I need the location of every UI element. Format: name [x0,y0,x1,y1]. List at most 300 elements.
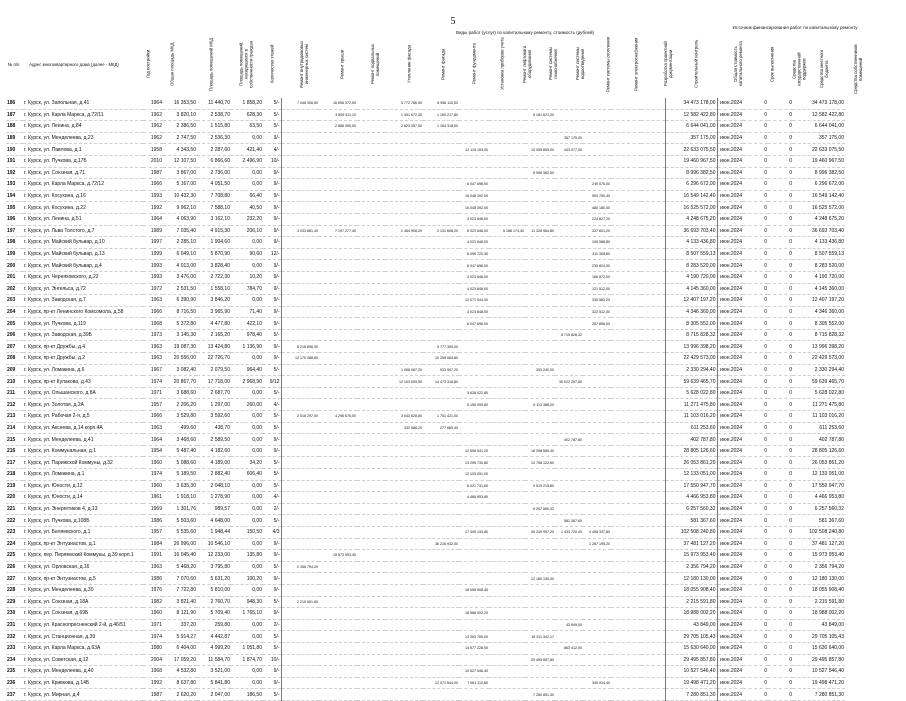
state-support-cell: 0 [743,353,768,365]
owned-area-cell: 1 051,80 [231,642,263,654]
capital-repair-table [6,98,845,701]
facade-cost-cell [423,526,459,538]
facade-cost-cell: 5 777 390,00 [423,341,459,353]
foundation-cost-cell: 14 577 228,00 [459,642,489,654]
facade-cost-cell: 933 907,20 [423,364,459,376]
deadline-cell: июн.2024 [717,190,743,202]
year-built-cell: 1971 [143,619,163,631]
header-facade-insulation: Утепление фасада [406,45,412,83]
deadline-cell: июн.2024 [717,283,743,295]
row-index-cell: 204 [6,306,23,318]
total-cost-cell: 402 787,80 [665,434,717,446]
deadline-cell: июн.2024 [717,445,743,457]
gas-cost-cell [555,353,583,365]
deadline-cell: июн.2024 [717,271,743,283]
owners-funds-cell: 36 693 703,40 [793,225,845,237]
facade-cost-cell [423,492,459,504]
elevator-cost-cell [525,179,555,191]
foundation-cost-cell: 16 048 392,00 [459,190,489,202]
gas-cost-cell [555,666,583,678]
elevator-cost-cell: 8 996 382,50 [525,167,555,179]
total-cost-cell: 34 473 178,00 [665,98,717,109]
header-owners-funds: Средства собственников помещений [853,44,863,94]
meters-cost-cell [489,121,525,133]
engineering-systems-cost-cell [281,155,319,167]
roof-cost-cell [319,526,357,538]
heating-cost-cell [611,654,641,666]
owned-area-cell: 0,00 [231,492,263,504]
premises-area-cell: 2 079,50 [197,364,231,376]
owned-area-cell: 150,50 [231,526,263,538]
floors-cell: 4/- [263,144,281,156]
facade-cost-cell: 8 956 110,50 [423,98,459,109]
elevator-cost-cell: 6 113 386,20 [525,399,555,411]
deadline-cell: июн.2024 [717,98,743,109]
facade-cost-cell [423,179,459,191]
roof-cost-cell [319,248,357,260]
electricity-cost-cell [641,167,665,179]
row-index-cell: 218 [6,469,23,481]
total-area-cell: 5 487,40 [163,445,197,457]
total-area-cell: 20 556,00 [163,353,197,365]
facade-cost-cell [423,445,459,457]
drainage-cost-cell: 257 856,00 [583,318,611,330]
table-row [6,503,845,515]
owners-funds-cell: 4 466 953,80 [793,492,845,504]
total-cost-cell: 15 973 953,40 [665,550,717,562]
gas-cost-cell [555,469,583,481]
local-budget-cell: 0 [768,98,793,109]
premises-area-cell: 259,80 [197,619,231,631]
page-number: 5 [450,16,456,27]
facade-cost-cell: 277 665,40 [423,422,459,434]
electricity-cost-cell [641,190,665,202]
local-budget-cell: 0 [768,608,793,620]
floors-cell: 9/- [263,132,281,144]
facade-cost-cell: 1 751 421,00 [423,411,459,423]
engineering-systems-cost-cell [281,538,319,550]
foundation-cost-cell: 4 023 848,00 [459,237,489,249]
floors-cell: 5/- [263,689,281,701]
meters-cost-cell [489,132,525,144]
year-built-cell: 1963 [143,353,163,365]
facade-cost-cell [423,515,459,527]
year-built-cell: 1971 [143,387,163,399]
total-cost-cell: 6 257 560,32 [665,503,717,515]
row-index-cell: 197 [6,225,23,237]
facade-cost-cell [423,561,459,573]
facade-insulation-cost-cell [385,515,423,527]
owned-area-cell: 0,00 [231,584,263,596]
electricity-cost-cell [641,98,665,109]
elevator-cost-cell [525,492,555,504]
floors-cell: 9/- [263,677,281,689]
elevator-cost-cell [525,341,555,353]
heating-cost-cell [611,364,641,376]
local-budget-cell: 0 [768,666,793,678]
owners-funds-cell: 28 805 126,60 [793,445,845,457]
elevator-cost-cell [525,434,555,446]
floors-cell: 4/3 [263,526,281,538]
owners-funds-cell: 18 988 002,20 [793,608,845,620]
heating-cost-cell [611,642,641,654]
header-owned-area: Площадь помещений, находящихся в собственности граждан [238,40,254,88]
address-cell: г. Курск, ул. Майский бульвар, д.10 [23,237,143,249]
foundation-cost-cell: 4 023 848,00 [459,306,489,318]
foundation-cost-cell: 4 023 848,00 [459,271,489,283]
facade-cost-cell [423,434,459,446]
elevator-cost-cell: 305 240,00 [525,364,555,376]
deadline-cell: июн.2024 [717,503,743,515]
floors-cell: 10/- [263,155,281,167]
deadline-cell: июн.2024 [717,376,743,388]
basement-cost-cell [357,573,385,585]
year-built-cell: 1968 [143,666,163,678]
year-built-cell: 1957 [143,526,163,538]
basement-cost-cell [357,561,385,573]
engineering-systems-cost-cell: 12 170 488,60 [281,353,319,365]
premises-area-cell: 4 999,20 [197,642,231,654]
row-index-cell: 231 [6,619,23,631]
table-row [6,526,845,538]
owned-area-cell: 260,00 [231,399,263,411]
roof-cost-cell [319,666,357,678]
state-support-cell: 0 [743,167,768,179]
basement-cost-cell [357,631,385,643]
heating-cost-cell [611,387,641,399]
year-built-cell: 1993 [143,271,163,283]
address-cell: г. Курск, ул. Парижской Коммуны, д.32 [23,457,143,469]
total-cost-cell: 4 133 436,80 [665,237,717,249]
local-budget-cell: 0 [768,318,793,330]
basement-cost-cell [357,411,385,423]
premises-area-cell: 7 708,80 [197,190,231,202]
table-row [6,167,845,179]
engineering-systems-cost-cell [281,271,319,283]
engineering-systems-cost-cell [281,295,319,307]
roof-cost-cell [319,260,357,272]
premises-area-cell: 2 736,00 [197,167,231,179]
gas-cost-cell: 43 849,00 [555,619,583,631]
heating-cost-cell [611,353,641,365]
owners-funds-cell: 8 507 559,13 [793,248,845,260]
address-cell: г. Курск, ул. Льва Толстого, д.7 [23,225,143,237]
owners-funds-cell: 102 508 240,80 [793,526,845,538]
drainage-cost-cell: 335 583,20 [583,295,611,307]
total-cost-cell: 2 215 591,80 [665,596,717,608]
table-row [6,237,845,249]
owned-area-cell: 66,40 [231,190,263,202]
drainage-cost-cell [583,387,611,399]
meters-cost-cell [489,689,525,701]
premises-area-cell: 1 904,60 [197,237,231,249]
floors-cell: 9/- [263,295,281,307]
heating-cost-cell [611,179,641,191]
row-index-cell: 200 [6,260,23,272]
total-cost-cell: 102 508 240,80 [665,526,717,538]
year-built-cell: 1969 [143,503,163,515]
year-built-cell: 1962 [143,109,163,121]
facade-cost-cell [423,608,459,620]
total-cost-cell: 13 996 398,20 [665,341,717,353]
table-row [6,445,845,457]
electricity-cost-cell [641,515,665,527]
drainage-cost-cell [583,434,611,446]
drainage-cost-cell: 411 308,80 [583,248,611,260]
total-cost-cell: 12 180 130,00 [665,573,717,585]
roof-cost-cell [319,584,357,596]
table-row [6,364,845,376]
year-built-cell: 1964 [143,98,163,109]
engineering-systems-cost-cell [281,492,319,504]
deadline-cell: июн.2024 [717,654,743,666]
drainage-cost-cell: 322 512,00 [583,306,611,318]
owned-area-cell: 0,00 [231,677,263,689]
heating-cost-cell [611,584,641,596]
year-built-cell: 1987 [143,689,163,701]
year-built-cell: 1963 [143,422,163,434]
meters-cost-cell [489,248,525,260]
drainage-cost-cell [583,550,611,562]
foundation-cost-cell [459,619,489,631]
header-heating: Ремонт системы отопления [605,36,611,92]
table-row [6,144,845,156]
local-budget-cell: 0 [768,445,793,457]
basement-cost-cell [357,213,385,225]
local-budget-cell: 0 [768,260,793,272]
total-cost-cell: 357 175,00 [665,132,717,144]
drainage-cost-cell: 500 750,40 [583,190,611,202]
engineering-systems-cost-cell [281,550,319,562]
facade-insulation-cost-cell [385,631,423,643]
table-row [6,619,845,631]
drainage-cost-cell: 224 827,20 [583,213,611,225]
roof-cost-cell [319,202,357,214]
total-cost-cell: 18 055 908,40 [665,584,717,596]
local-budget-cell: 0 [768,434,793,446]
owners-funds-cell: 29 495 857,80 [793,654,845,666]
electricity-cost-cell [641,306,665,318]
year-built-cell: 1973 [143,329,163,341]
owners-funds-cell: 4 248 675,20 [793,213,845,225]
roof-cost-cell [319,353,357,365]
local-budget-cell: 0 [768,144,793,156]
premises-area-cell: 4 051,50 [197,179,231,191]
owners-funds-cell: 5 628 022,80 [793,387,845,399]
row-index-cell: 201 [6,271,23,283]
meters-cost-cell [489,213,525,225]
address-cell: г. Курск, ул. Черняховского, д.22 [23,271,143,283]
engineering-systems-cost-cell [281,469,319,481]
deadline-cell: июн.2024 [717,642,743,654]
owned-area-cell: 206,10 [231,225,263,237]
owners-funds-cell: 10 527 546,40 [793,666,845,678]
state-support-cell: 0 [743,98,768,109]
electricity-cost-cell [641,283,665,295]
total-area-cell: 10 432,30 [163,190,197,202]
owners-funds-cell: 6 257 560,32 [793,503,845,515]
meters-cost-cell [489,526,525,538]
heating-cost-cell [611,283,641,295]
total-cost-cell: 581 367,60 [665,515,717,527]
engineering-systems-cost-cell [281,109,319,121]
table-row [6,515,845,527]
facade-insulation-cost-cell [385,341,423,353]
address-cell: г. Курск, ул. Союзная, д.71 [23,167,143,179]
row-index-cell: 193 [6,179,23,191]
row-index-cell: 203 [6,295,23,307]
state-support-cell: 0 [743,596,768,608]
engineering-systems-cost-cell [281,213,319,225]
engineering-systems-cost-cell [281,619,319,631]
premises-area-cell: 22 726,70 [197,353,231,365]
foundation-cost-cell: 4 023 848,00 [459,213,489,225]
engineering-systems-cost-cell [281,666,319,678]
premises-area-cell: 4 182,60 [197,445,231,457]
premises-area-cell: 4 648,00 [197,515,231,527]
meters-cost-cell [489,341,525,353]
basement-cost-cell [357,167,385,179]
address-cell: г. Курск, ул. Менделеева, д.23 [23,132,143,144]
elevator-cost-cell [525,387,555,399]
owned-area-cell: 0,00 [231,666,263,678]
engineering-systems-cost-cell [281,376,319,388]
roof-cost-cell [319,144,357,156]
floors-cell: 5/- [263,457,281,469]
roof-cost-cell [319,179,357,191]
floors-cell: 9/- [263,190,281,202]
drainage-cost-cell [583,654,611,666]
state-support-cell: 0 [743,132,768,144]
elevator-cost-cell [525,353,555,365]
deadline-cell: июн.2024 [717,167,743,179]
basement-cost-cell [357,364,385,376]
floors-cell: 9/- [263,318,281,330]
year-built-cell: 1980 [143,642,163,654]
heating-cost-cell [611,202,641,214]
state-support-cell: 0 [743,573,768,585]
gas-cost-cell [555,167,583,179]
local-budget-cell: 0 [768,526,793,538]
gas-cost-cell: 863 412,00 [555,642,583,654]
premises-area-cell: 11 584,70 [197,654,231,666]
state-support-cell: 0 [743,318,768,330]
foundation-cost-cell [459,155,489,167]
premises-area-cell: 2 687,70 [197,387,231,399]
owned-area-cell: 0,00 [231,480,263,492]
facade-insulation-cost-cell [385,654,423,666]
electricity-cost-cell [641,642,665,654]
total-area-cell: 1 301,76 [163,503,197,515]
facade-insulation-cost-cell [385,538,423,550]
owners-funds-cell: 7 280 851,30 [793,689,845,701]
table-row [6,584,845,596]
drainage-cost-cell [583,573,611,585]
meters-cost-cell [489,503,525,515]
floors-cell: 5/- [263,561,281,573]
basement-cost-cell [357,503,385,515]
roof-cost-cell [319,631,357,643]
facade-insulation-cost-cell [385,445,423,457]
total-area-cell: 17 059,20 [163,654,197,666]
gas-cost-cell: 357 175,00 [555,132,583,144]
state-support-cell: 0 [743,271,768,283]
local-budget-cell: 0 [768,121,793,133]
gas-cost-cell [555,480,583,492]
deadline-cell: июн.2024 [717,584,743,596]
premises-area-cell: 3 828,40 [197,260,231,272]
drainage-cost-cell: 109 588,80 [583,237,611,249]
row-index-cell: 189 [6,132,23,144]
deadline-cell: июн.2024 [717,689,743,701]
row-index-cell: 230 [6,608,23,620]
floors-cell: 10/- [263,654,281,666]
owners-funds-cell: 16 525 572,00 [793,202,845,214]
total-area-cell: 2 620,20 [163,689,197,701]
basement-cost-cell [357,457,385,469]
local-budget-cell: 0 [768,584,793,596]
header-drainage: Ремонт системы водоотведения [575,47,585,81]
foundation-cost-cell: 17 349 133,80 [459,526,489,538]
elevator-cost-cell [525,283,555,295]
premises-area-cell: 1 515,80 [197,121,231,133]
facade-insulation-cost-cell [385,260,423,272]
basement-cost-cell [357,237,385,249]
row-index-cell: 208 [6,353,23,365]
gas-cost-cell [555,109,583,121]
deadline-cell: июн.2024 [717,434,743,446]
floors-cell: 9/- [263,179,281,191]
row-index-cell: 237 [6,689,23,701]
elevator-cost-cell: 10 758 122,60 [525,457,555,469]
year-built-cell: 1954 [143,445,163,457]
foundation-cost-cell: 13 393 765,00 [459,631,489,643]
gas-cost-cell [555,445,583,457]
foundation-cost-cell: 18 988 002,20 [459,608,489,620]
state-support-cell: 0 [743,237,768,249]
header-year: Год постройки [145,49,151,79]
electricity-cost-cell [641,584,665,596]
gas-cost-cell [555,237,583,249]
meters-cost-cell [489,538,525,550]
foundation-cost-cell [459,422,489,434]
roof-cost-cell [319,654,357,666]
table-row [6,202,845,214]
state-support-cell: 0 [743,155,768,167]
gas-cost-cell [555,190,583,202]
roof-cost-cell [319,167,357,179]
heating-cost-cell [611,271,641,283]
elevator-cost-cell [525,213,555,225]
premises-area-cell: 3 592,60 [197,411,231,423]
address-cell: г. Курск, ул. Ломакина, д.6 [23,364,143,376]
foundation-cost-cell [459,573,489,585]
local-budget-cell: 0 [768,167,793,179]
total-area-cell: 4 532,80 [163,666,197,678]
total-cost-cell: 12 133 051,00 [665,469,717,481]
total-area-cell: 2 285,10 [163,237,197,249]
heating-cost-cell [611,666,641,678]
year-built-cell: 1999 [143,248,163,260]
electricity-cost-cell [641,480,665,492]
drainage-cost-cell [583,144,611,156]
elevator-cost-cell [525,642,555,654]
total-cost-cell: 18 988 002,20 [665,608,717,620]
meters-cost-cell [489,573,525,585]
gas-cost-cell [555,538,583,550]
owners-funds-cell: 12 407 197,20 [793,295,845,307]
elevator-cost-cell: 12 180 130,00 [525,573,555,585]
